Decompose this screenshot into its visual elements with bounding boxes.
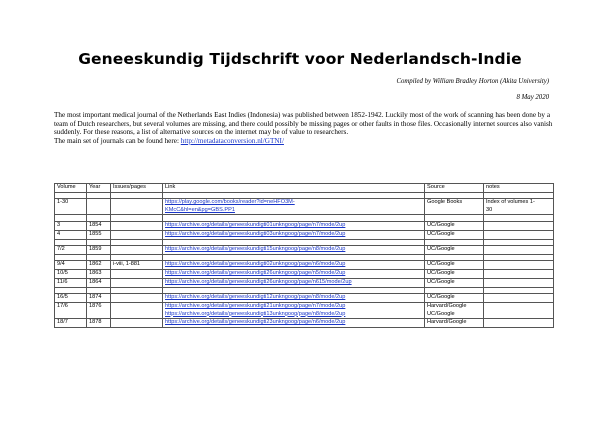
column-header-notes: notes [484,184,554,193]
volume-cell: 11/6 [55,278,87,287]
table-header-row [55,184,554,193]
issues-cell [111,199,163,215]
year-cell: 1874 [87,294,111,303]
volume-cell: 4 [55,230,87,239]
intro-paragraph: The most important medical journal of the Netherlands East Indies (Indonesia) was published between 1852-1942. Luckily most of the work of scanning has been done by a team of Dutch researchers, but several volumes are missing, and there could possibly be missing pages or other faults in those files. Occasionally internet sources also vanish suddenly. For these reasons, a list of alternative sources on the internet may be of value to researchers. [54,111,553,137]
link-line[interactable]: https://archive.org/details/geneeskundigti21unkngoog/page/n7/mode/2up [165,303,346,310]
source-cell: UC/Google [425,261,484,270]
column-header-issues: Issues/pages [111,184,163,193]
volume-cell: 3 [55,221,87,230]
year-cell: 1855 [87,230,111,239]
source-cell: Google Books [425,199,484,215]
table-row [55,246,554,255]
notes-cell [484,261,554,270]
sources-table [54,183,554,328]
table-row [55,319,554,328]
column-header-link: Link [163,184,425,193]
table-row [55,261,554,270]
source-line: Harvard/Google [427,303,467,310]
notes-cell [484,270,554,279]
intro-section [54,111,554,145]
table-row [55,199,554,215]
table-row [55,303,554,319]
document-title: Geneeskundig Tijdschrift voor Nederlandsch-Indie [78,50,522,68]
notes-cell [484,199,554,215]
link-cell[interactable]: https://archive.org/details/geneeskundigti26unkngoog/page/n615/mode/2up [163,278,425,287]
issues-cell [111,246,163,255]
link-cell[interactable]: https://archive.org/details/geneeskundigti01unkngoog/page/n7/mode/2up [163,221,425,230]
table-row [55,230,554,239]
main-set-label: The main set of journals can be found here: [54,136,181,145]
notes-cell [484,319,554,328]
link-line[interactable]: https://archive.org/details/geneeskundigti13unkngoog/page/n8/mode/2up [165,310,346,317]
year-cell [87,199,111,215]
table-row [55,270,554,279]
issues-cell [111,221,163,230]
source-cell: UC/Google [425,221,484,230]
link-cell[interactable]: https://archive.org/details/geneeskundigti26unkngoog/page/n5/mode/2up [163,270,425,279]
notes-cell [484,294,554,303]
link-cell[interactable]: https://archive.org/details/geneeskundigti15unkngoog/page/n8/mode/2up [163,246,425,255]
column-header-volume: Volume [55,184,87,193]
volume-cell: 7/2 [55,246,87,255]
link-line[interactable]: KMcC&hl=en&pg=GBS.PP1 [165,206,235,213]
year-cell: 1854 [87,221,111,230]
notes-cell [484,230,554,239]
year-cell: 1863 [87,270,111,279]
issues-cell [111,278,163,287]
column-header-source: Source [425,184,484,193]
year-cell: 1862 [87,261,111,270]
volume-cell: 9/4 [55,261,87,270]
issues-cell [111,230,163,239]
notes-cell [484,278,554,287]
main-set-link[interactable]: http://metadataconversion.nl/GTNI/ [180,136,284,145]
issues-cell [111,319,163,328]
source-cell: Harvard/Google [425,319,484,328]
source-cell [425,303,484,319]
source-cell: UC/Google [425,246,484,255]
source-cell: UC/Google [425,294,484,303]
table-row [55,221,554,230]
main-set-line [54,137,554,146]
volume-cell: 17/6 [55,303,87,319]
link-cell[interactable]: https://archive.org/details/geneeskundigti03unkngoog/page/n7/mode/2up [163,230,425,239]
year-cell: 1864 [87,278,111,287]
source-cell: UC/Google [425,270,484,279]
link-line[interactable]: https://play.google.com/books/reader?id=neHFO3M- [165,199,295,206]
volume-cell: 16/5 [55,294,87,303]
issues-cell [111,294,163,303]
document-date: 8 May 2020 [516,94,549,101]
volume-cell: 10/5 [55,270,87,279]
notes-cell [484,246,554,255]
issues-cell: i-viii, 1-881 [111,261,163,270]
notes-line: Index of volumes 1- [486,199,535,206]
link-cell[interactable] [163,303,425,319]
issues-cell [111,270,163,279]
table-row [55,294,554,303]
source-line: UC/Google [427,310,455,317]
issues-cell [111,303,163,319]
notes-cell [484,303,554,319]
link-cell[interactable]: https://archive.org/details/geneeskundigti12unkngoog/page/n8/mode/2up [163,294,425,303]
column-header-year: Year [87,184,111,193]
notes-cell [484,221,554,230]
link-cell[interactable] [163,199,425,215]
volume-cell: 18/7 [55,319,87,328]
compiled-by: Compiled by William Bradley Horton (Akita University) [396,78,549,85]
link-cell[interactable]: https://archive.org/details/geneeskundigti23unkngoog/page/n6/mode/2up [163,319,425,328]
year-cell: 1876 [87,303,111,319]
year-cell: 1859 [87,246,111,255]
source-cell: UC/Google [425,230,484,239]
link-cell[interactable]: https://archive.org/details/geneeskundigti02unkngoog/page/n6/mode/2up [163,261,425,270]
table-row [55,278,554,287]
source-cell: UC/Google [425,278,484,287]
notes-line: 30 [486,206,493,213]
year-cell: 1878 [87,319,111,328]
volume-cell: 1-30 [55,199,87,215]
